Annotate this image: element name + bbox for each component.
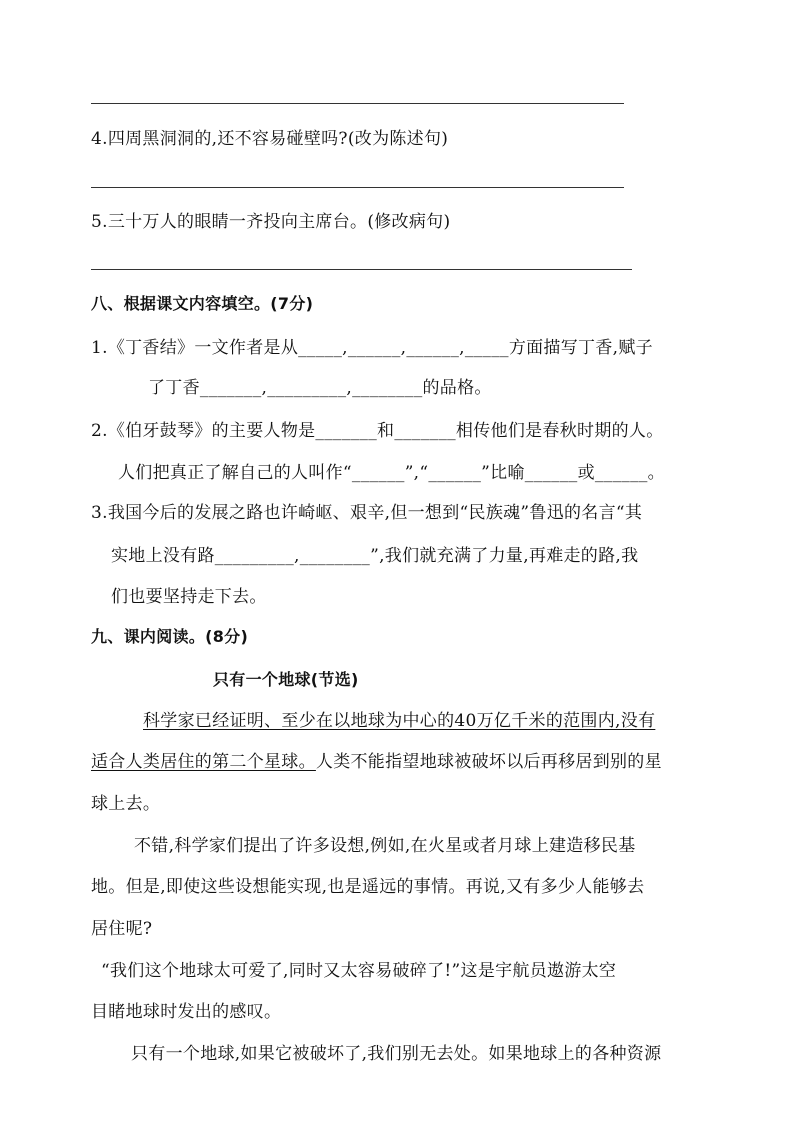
passage-p2-line1: 不错,科学家们提出了许多设想,例如,在火星或者月球上建造移民基 (134, 836, 636, 856)
section-8-heading: 八、根据课文内容填空。(7分) (91, 294, 314, 313)
passage-p4-line1: 只有一个地球,如果它被破坏了,我们别无去处。如果地球上的各种资源 (131, 1044, 662, 1064)
s8-q2-line1: 2.《伯牙鼓琴》的主要人物是_______和_______相传他们是春秋时期的人。 (91, 421, 664, 441)
passage-p1-line2-rest: 人类不能指望地球被破坏以后再移居到别的星 (315, 752, 662, 772)
s8-q1-line2: 了丁香_______,_________,________的品格。 (148, 378, 492, 398)
passage-p2-line2: 地。但是,即使这些设想能实现,也是遥远的事情。再说,又有多少人能够去 (91, 877, 645, 897)
s8-q2-line2: 人们把真正了解自己的人叫作“______”,“______”比喻______或______。 (118, 463, 665, 483)
question-4: 4.四周黑洞洞的,还不容易碰壁吗?(改为陈述句) (91, 129, 449, 149)
s8-q3-line3: 们也要坚持走下去。 (111, 587, 267, 607)
passage-p1-line1: 科学家已经证明、至少在以地球为中心的40万亿千米的范围内,没有 (143, 711, 656, 731)
passage-p3-line2: 目睹地球时发出的感叹。 (91, 1002, 282, 1022)
passage-p3-line1: “我们这个地球太可爱了,同时又太容易破碎了!”这是宇航员遨游太空 (101, 961, 617, 981)
passage-p1-line3: 球上去。 (91, 794, 161, 814)
passage-title: 只有一个地球(节选) (213, 670, 359, 689)
s8-q3-line2: 实地上没有路_________,________”,我们就充满了力量,再难走的路,我 (111, 546, 639, 566)
passage-p1-line2 (91, 751, 662, 773)
answer-line-4 (91, 187, 624, 188)
section-9-heading: 九、课内阅读。(8分) (91, 627, 249, 646)
answer-line-3 (91, 103, 624, 104)
s8-q3-line1: 3.我国今后的发展之路也许崎岖、艰辛,但一想到“民族魂”鲁迅的名言“其 (91, 503, 643, 523)
passage-p2-line3: 居住呢? (91, 919, 153, 939)
answer-line-5 (91, 269, 632, 270)
question-5: 5.三十万人的眼睛一齐投向主席台。(修改病句) (91, 212, 451, 232)
s8-q1-line1: 1.《丁香结》一文作者是从_____,______,______,_____方面描写丁香,赋子 (91, 338, 653, 358)
passage-underlined-sentence: 适合人类居住的第二个星球。 (91, 752, 316, 772)
